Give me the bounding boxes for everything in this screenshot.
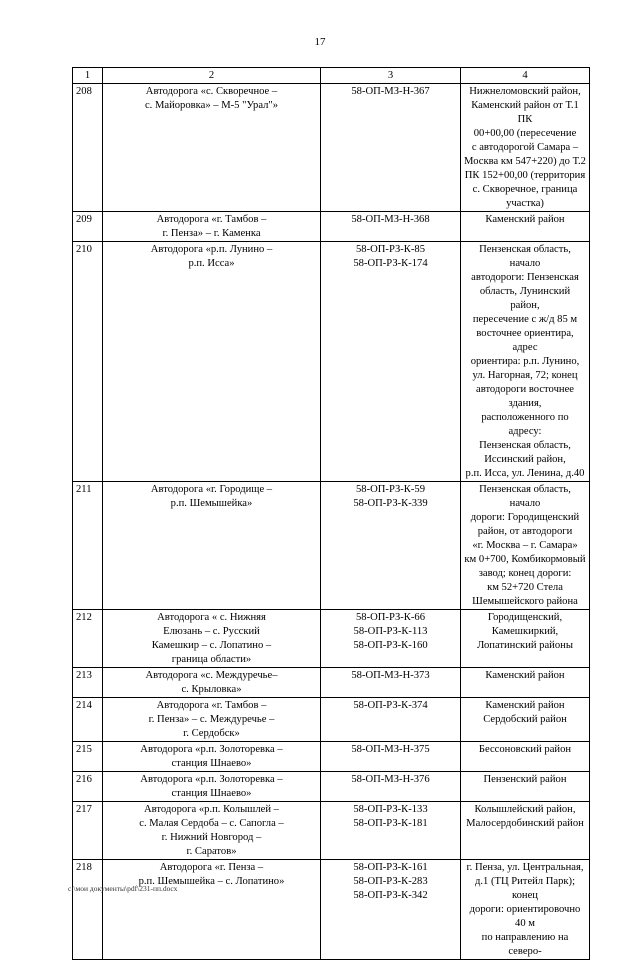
table-row [73,668,590,698]
road-location: Городищенский, Камешкиркий, Лопатинский районы [461,610,590,668]
road-id-codes: 58-ОП-МЗ-Н-367 [321,84,461,212]
road-name: Автодорога «р.п. Золоторевка – станция Шнаево» [103,742,321,772]
table-row [73,242,590,482]
table-row [73,698,590,742]
road-location: Пензенская область, начало автодороги: Пензенская область, Лунинский район, пересечение с ж/д 85 м восточнее ориентира, адрес ориентира: р.п. Лунино, ул. Нагорная, 72; конец автодороги восточнее здания, расположенного по адресу: Пензенская область, Иссинский район, р.п. Исса, ул. Ленина, д.40 [461,242,590,482]
road-location: Пензенская область, начало дороги: Городищенский район, от автодороги «г. Москва – г. Самара» км 0+700, Комбикормовый завод; конец дороги: км 52+720 Стела Шемышейского района [461,482,590,610]
row-number: 211 [73,482,103,610]
road-location: Бессоновский район [461,742,590,772]
road-name: Автодорога « с. Нижняя Елюзань – с. Русский Камешкир – с. Лопатино – граница области» [103,610,321,668]
row-number: 210 [73,242,103,482]
road-name: Автодорога «г. Городище – р.п. Шемышейка» [103,482,321,610]
table-body [73,68,590,960]
header-cell-col3: 3 [321,68,461,84]
road-name: Автодорога «с. Скворечное – с. Майоровка» – М-5 "Урал"» [103,84,321,212]
table-row [73,860,590,960]
road-id-codes: 58-ОП-РЗ-К-133 58-ОП-РЗ-К-181 [321,802,461,860]
road-id-codes: 58-ОП-МЗ-Н-373 [321,668,461,698]
table-row [73,84,590,212]
road-location: Каменский район Сердобский район [461,698,590,742]
road-location: Каменский район [461,212,590,242]
row-number: 217 [73,802,103,860]
row-number: 218 [73,860,103,960]
table-row [73,610,590,668]
road-id-codes: 58-ОП-МЗ-Н-376 [321,772,461,802]
road-name: Автодорога «с. Междуречье– с. Крыловка» [103,668,321,698]
road-location: г. Пенза, ул. Центральная, д.1 (ТЦ Ритейл Парк); конец дороги: ориентировочно 40 м по направлению на северо- [461,860,590,960]
road-id-codes: 58-ОП-РЗ-К-66 58-ОП-РЗ-К-113 58-ОП-РЗ-К-160 [321,610,461,668]
header-cell-col2: 2 [103,68,321,84]
road-id-codes: 58-ОП-МЗ-Н-368 [321,212,461,242]
road-location: Нижнеломовский район, Каменский район от Т.1 ПК 00+00,00 (пересечение с автодорогой Самара – Москва км 547+220) до Т.2 ПК 152+00,00 (территория с. Скворечное, граница участка) [461,84,590,212]
table-row [73,482,590,610]
road-id-codes: 58-ОП-РЗ-К-85 58-ОП-РЗ-К-174 [321,242,461,482]
table-row [73,742,590,772]
road-id-codes: 58-ОП-РЗ-К-59 58-ОП-РЗ-К-339 [321,482,461,610]
table-row [73,802,590,860]
road-location: Колышлейский район, Малосердобинский район [461,802,590,860]
road-name: Автодорога «г. Пенза – р.п. Шемышейка – с. Лопатино» [103,860,321,960]
roads-table [72,67,590,960]
road-name: Автодорога «г. Тамбов – г. Пенза» – г. Каменка [103,212,321,242]
row-number: 212 [73,610,103,668]
row-number: 209 [73,212,103,242]
road-name: Автодорога «р.п. Лунино – р.п. Исса» [103,242,321,482]
row-number: 213 [73,668,103,698]
row-number: 215 [73,742,103,772]
road-location: Каменский район [461,668,590,698]
page-number: 17 [314,36,326,48]
road-id-codes: 58-ОП-МЗ-Н-375 [321,742,461,772]
table-row [73,212,590,242]
table-header-row [73,68,590,84]
row-number: 208 [73,84,103,212]
road-id-codes: 58-ОП-РЗ-К-161 58-ОП-РЗ-К-283 58-ОП-РЗ-К-342 [321,860,461,960]
row-number: 214 [73,698,103,742]
road-name: Автодорога «г. Тамбов – г. Пенза» – с. Междуречье – г. Сердобск» [103,698,321,742]
road-name: Автодорога «р.п. Колышлей – с. Малая Сердоба – с. Сапогла – г. Нижний Новгород – г. Саратов» [103,802,321,860]
header-cell-col1: 1 [73,68,103,84]
road-location: Пензенский район [461,772,590,802]
road-name: Автодорога «р.п. Золоторевка – станция Шнаево» [103,772,321,802]
file-path-footer: c:\мои документы\pdf\231-пп.docx [68,884,178,893]
row-number: 216 [73,772,103,802]
road-id-codes: 58-ОП-РЗ-К-374 [321,698,461,742]
table-row [73,772,590,802]
header-cell-col4: 4 [461,68,590,84]
